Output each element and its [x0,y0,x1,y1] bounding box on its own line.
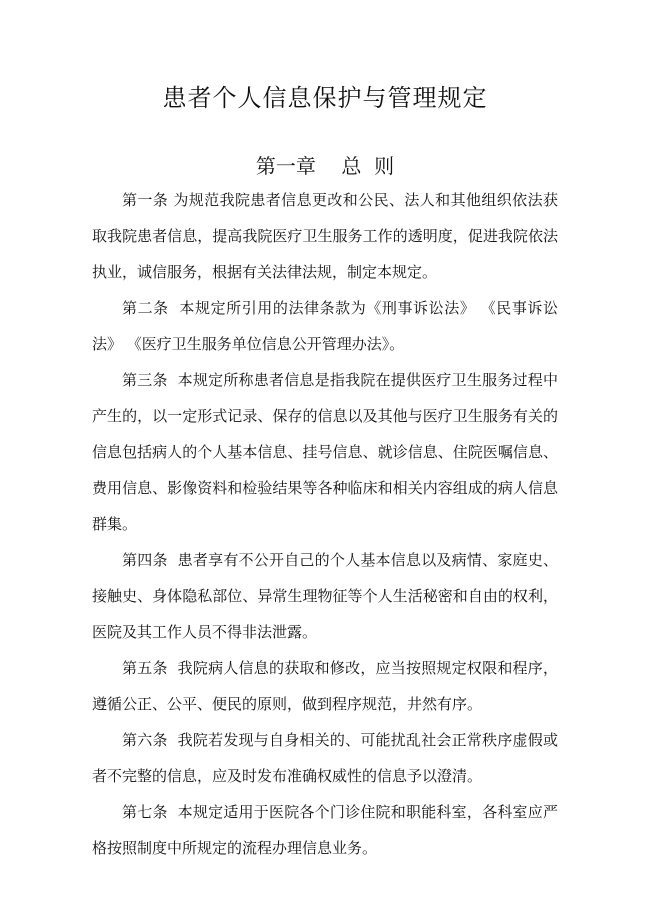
article-7 [92,794,558,866]
article-label: 第七条 [122,803,178,821]
article-text: 我院若发现与自身相关的、可能扰乱社会正常秩序虚假或者不完整的信息，应及时发布准确权威性的信息予以澄清。 [92,731,558,785]
article-1 [92,182,558,290]
article-text: 我院病人信息的获取和修改，应当按照规定权限和程序，遵循公正、公平、便民的原则，做到程序规范，井然有序。 [92,659,558,713]
article-text: 为规范我院患者信息更改和公民、法人和其他组织依法获取我院患者信息，提高我院医疗卫生服务工作的透明度，促进我院依法执业，诚信服务，根据有关法律法规，制定本规定。 [92,191,558,281]
article-label: 第一条 [122,191,174,209]
article-label: 第四条 [122,551,178,569]
chapter-heading: 第一章 总 则 [255,154,395,178]
article-text: 患者享有不公开自己的个人基本信息以及病情、家庭史、接触史、身体隐私部位、异常生理物征等个人生活秘密和自由的权利，医院及其工作人员不得非法泄露。 [92,551,558,641]
article-text: 本规定所引用的法律条款为《刑事诉讼法》 《民事诉讼法》 《医疗卫生服务单位信息公开管理办法》。 [92,299,558,353]
article-3 [92,362,558,542]
article-label: 第二条 [122,299,180,317]
article-4 [92,542,558,650]
document-body [92,182,558,866]
article-label: 第五条 [122,659,178,677]
article-label: 第六条 [122,731,178,749]
article-label: 第三条 [122,371,178,389]
article-text: 本规定所称患者信息是指我院在提供医疗卫生服务过程中产生的，以一定形式记录、保存的信息以及其他与医疗卫生服务有关的信息包括病人的个人基本信息、挂号信息、就诊信息、住院医嘱信息、费用信息、影像资料和检验结果等各种临床和相关内容组成的病人信息群集。 [92,371,558,533]
article-text: 本规定适用于医院各个门诊住院和职能科室，各科室应严格按照制度中所规定的流程办理信息业务。 [92,803,558,857]
article-6 [92,722,558,794]
document-title: 患者个人信息保护与管理规定 [162,84,488,112]
article-5 [92,650,558,722]
article-2 [92,290,558,362]
